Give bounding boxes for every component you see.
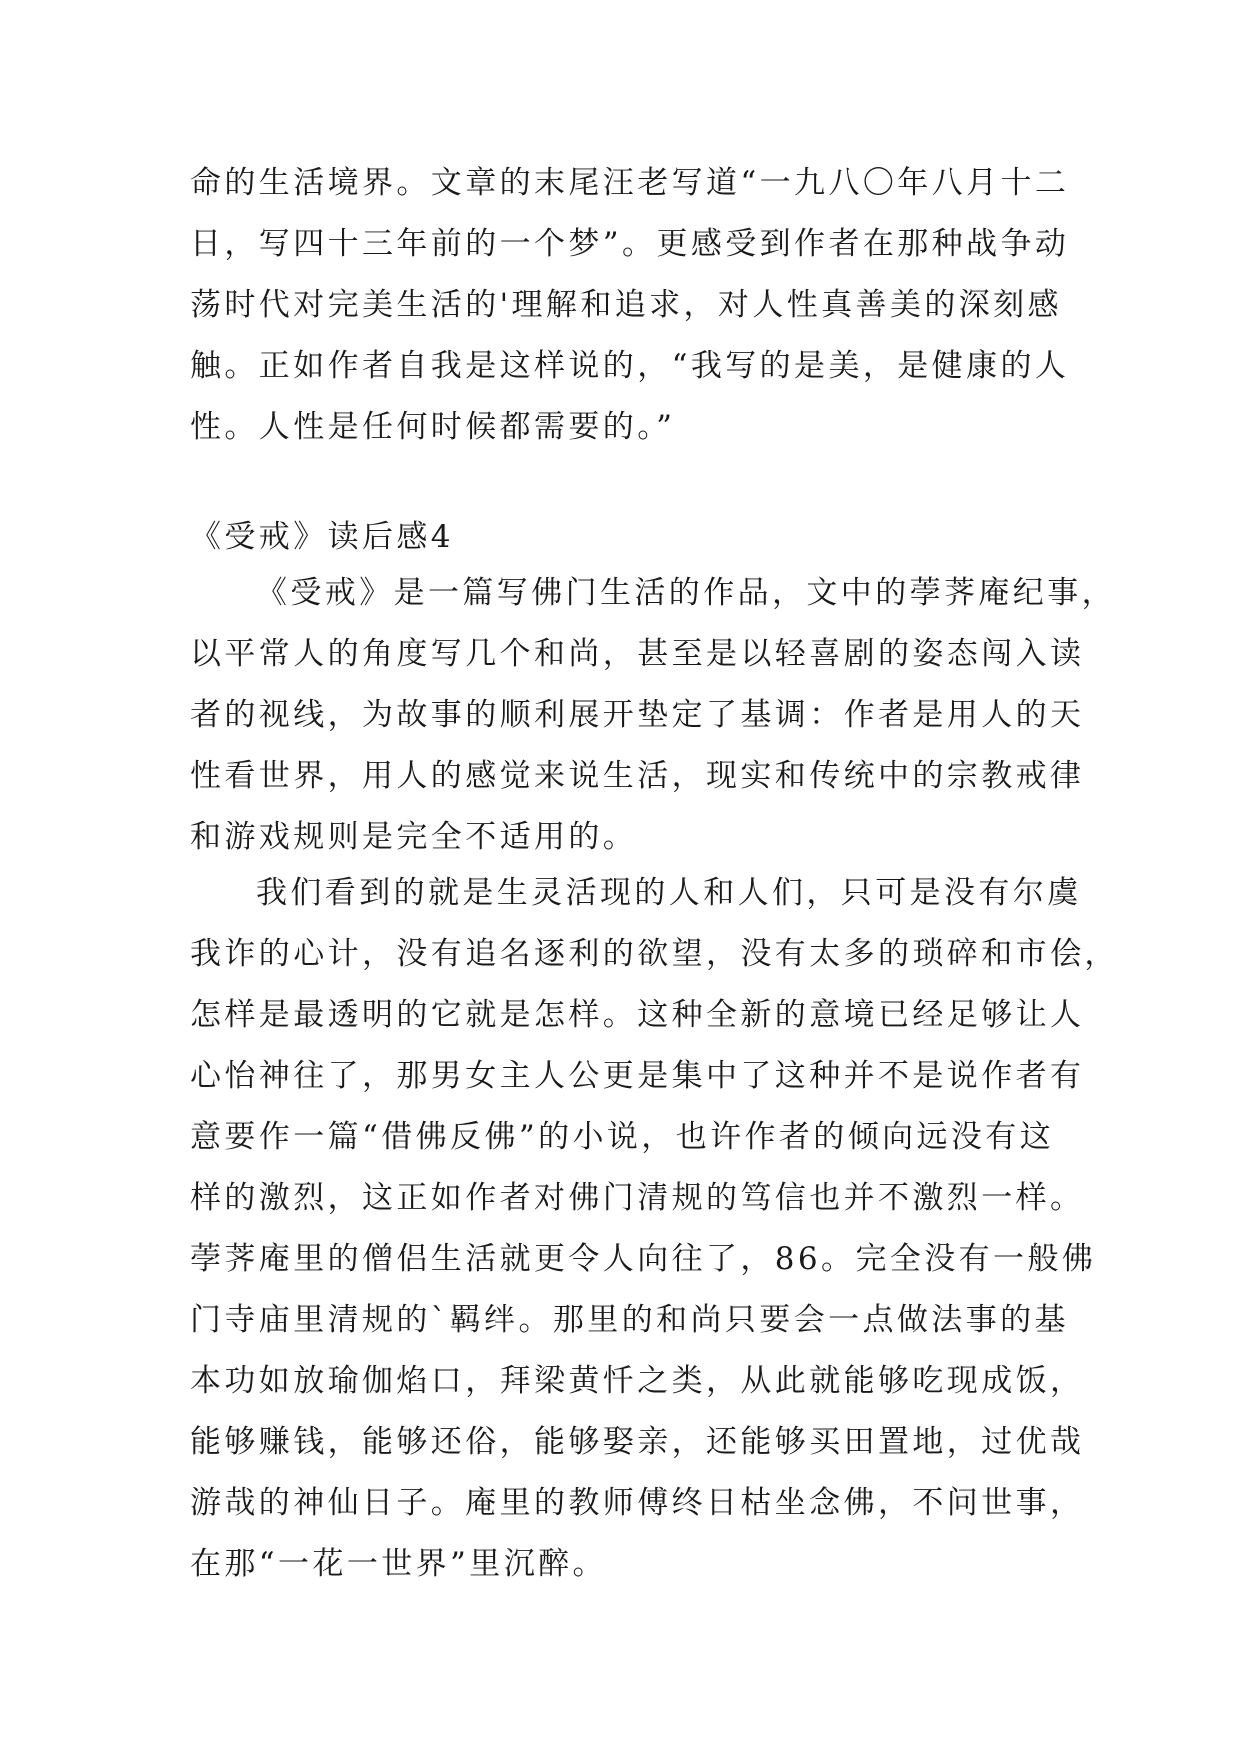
paragraph-1: [190, 563, 1116, 868]
paragraph-line: 样的激烈，这正如作者对佛门清规的笃信也并不激烈一样。: [190, 1180, 1085, 1216]
paragraph-line: 怎样是最透明的它就是怎样。这种全新的意境已经足够让人: [190, 997, 1085, 1033]
paragraph-line: 者的视线，为故事的顺利展开垫定了基调：作者是用人的天: [190, 697, 1085, 733]
paragraph-line: 性看世界，用人的感觉来说生活，现实和传统中的宗教戒律: [190, 758, 1085, 794]
paragraph-line: 荸荠庵里的僧侣生活就更令人向往了，86。完全没有一般佛: [190, 1241, 1097, 1277]
paragraph-line: 本功如放瑜伽焰口，拜梁黄忏之类，从此就能够吃现成饭，: [190, 1363, 1085, 1399]
paragraph-line: 和游戏规则是完全不适用的。: [190, 819, 638, 855]
paragraph-line: 意要作一篇“借佛反佛”的小说，也许作者的倾向远没有这: [190, 1119, 1055, 1155]
paragraph-line: 命的生活境界。文章的末尾汪老写道“一九八〇年八月十二: [190, 165, 1070, 201]
paragraph-line: 能够赚钱，能够还俗，能够娶亲，还能够买田置地，过优哉: [190, 1424, 1085, 1460]
paragraph-line: 日，写四十三年前的一个梦”。更感受到作者在那种战争动: [190, 226, 1070, 262]
paragraph-line: 触。正如作者自我是这样说的，“我写的是美，是健康的人: [190, 348, 1070, 384]
paragraph-line: 游哉的神仙日子。庵里的教师傅终日枯坐念佛，不问世事，: [190, 1485, 1085, 1521]
continuation-paragraph: [190, 153, 1070, 458]
paragraph-line: 心怡神往了，那男女主人公更是集中了这种并不是说作者有: [190, 1058, 1085, 1094]
paragraph-line: 荡时代对完美生活的'理解和追求，对人性真善美的深刻感: [190, 287, 1062, 323]
paragraph-line: 我们看到的就是生灵活现的人和人们，只可是没有尔虞: [256, 875, 1082, 911]
paragraph-line: 性。人性是任何时候都需要的。”: [190, 409, 676, 445]
paragraph-line: 以平常人的角度写几个和尚，甚至是以轻喜剧的姿态闯入读: [190, 636, 1085, 672]
paragraph-2: [190, 863, 1119, 1595]
paragraph-line: 我诈的心计，没有追名逐利的欲望，没有太多的琐碎和市侩，: [190, 936, 1119, 972]
paragraph-line: 门寺庙里清规的`羁绊。那里的和尚只要会一点做法事的基: [190, 1302, 1069, 1338]
paragraph-line: 《受戒》是一篇写佛门生活的作品，文中的荸荠庵纪事，: [256, 575, 1116, 611]
section-heading: 《受戒》读后感4: [190, 519, 454, 555]
section-heading-block: [190, 507, 1070, 568]
paragraph-line: 在那“一花一世界”里沉醉。: [190, 1546, 607, 1582]
